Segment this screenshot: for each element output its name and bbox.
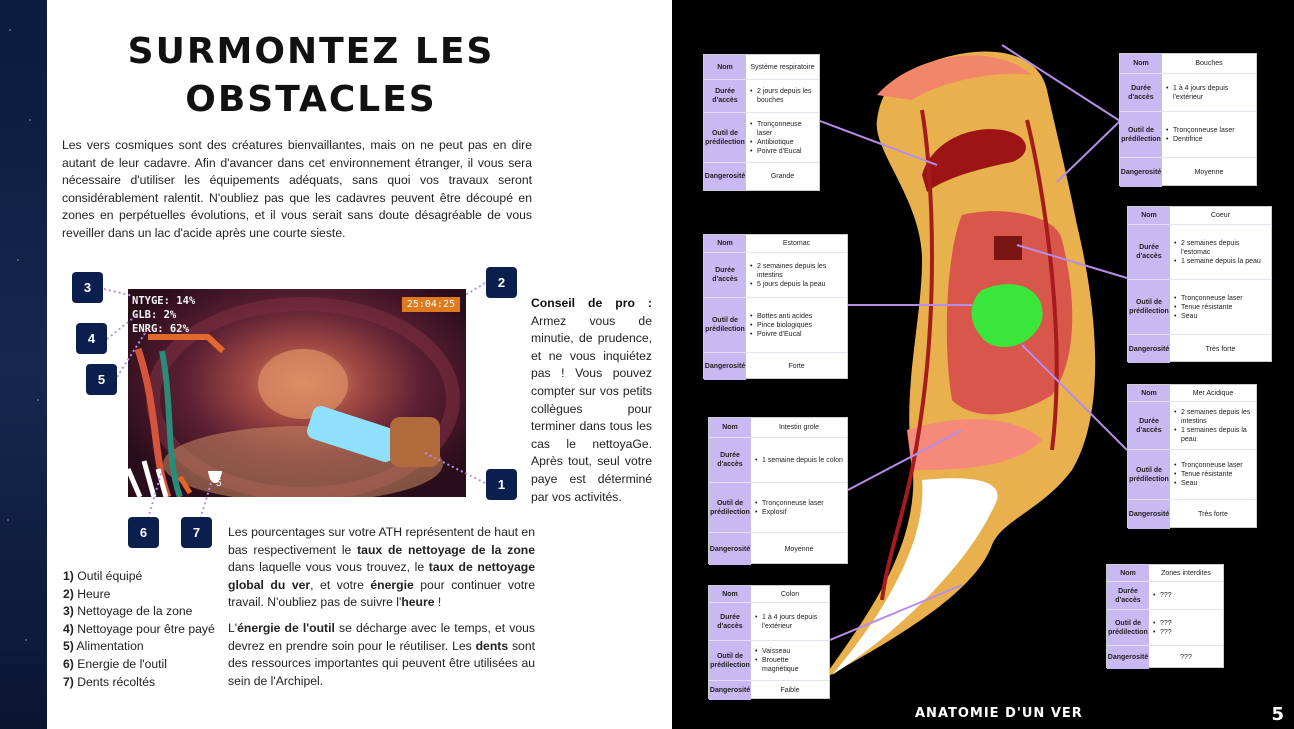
intro-paragraph: Les vers cosmiques sont des créatures bienvaillantes, mais on ne peut pas en dire autant de leur cadavre. Afin d'avancer dans cet environnement étranger, il vous sera nécessaire d'utiliser les équipements adéquats, sans quoi vos travaux seront considérablement ralentit. N'oubliez pas que les cadavres peuvent être découpé en zones en perpétuelles évolutions, et il vous serait sans doute désagréable de vous reveiller dans un lac d'acide après une courte sieste.	[62, 138, 532, 240]
hud-zone-cleaning: NTYGE: 14%	[132, 295, 196, 307]
callout-badge-6: 6	[128, 517, 159, 548]
callout-badge-5: 5	[86, 364, 117, 395]
zone-card-intestin-grole: Nom Intestin grole Durée d'accès • 1 semaine depuis le colon Outil de prédilection • Tronçonneuse laser • Explosif Dangerosité Moyenne	[708, 417, 848, 564]
hud-paragraph: Les pourcentages sur votre ATH représentent de haut en bas respectivement le taux de nettoyage de la zone dans laquelle vous vous trouvez, le taux de nettoyage global du ver, et votre énergie pour continuer votre travail. N'oubliez pas de suivre l'heure !	[228, 525, 535, 610]
callout-badge-3: 3	[72, 272, 103, 303]
legend-item: 2) Heure	[63, 586, 111, 601]
page-number: 5	[1271, 704, 1284, 725]
callout-badge-4: 4	[76, 323, 107, 354]
legend-item: 4) Nettoyage pour être payé	[63, 621, 215, 636]
zone-card-systeme-respiratoire: Nom Système respiratoire Durée d'accès • 2 jours depuis les bouches Outil de prédilection • Tronçonneuse laser • Antibiotique • Poivre d'Eucal Dangerosité Grande	[703, 54, 820, 191]
pro-tip-label: Conseil de pro :	[531, 296, 652, 310]
zone-card-zones-interdites: Nom Zones interdites Durée d'accès • ??? Outil de prédilection • ??? • ??? Dangerosité ???	[1106, 564, 1224, 668]
zone-card-colon: Nom Colon Durée d'accès • 1 à 4 jours depuis l'extérieur Outil de prédilection • Vaisseau • Brouette magnétique Dangerosité Faible	[708, 585, 830, 699]
game-screenshot	[128, 289, 466, 497]
tool-energy-paragraph: L'énergie de l'outil se décharge avec le temps, et vous devrez en prendre soin pour le réutiliser. Les dents sont des ressources importantes qui peuvent être utilisées au sein de l'Archipel.	[228, 620, 535, 688]
legend-item: 3) Nettoyage de la zone	[63, 604, 193, 619]
legend-item: 6) Energie de l'outil	[63, 656, 167, 671]
pro-tip-text: Armez vous de minutie, de prudence, et ne vous inquiétez pas ! Vous pouvez compter sur vos petits collègues pour terminer dans tous les cas le nettoyaGe. Après tout, seul votre paye est déterminé par vos activités.	[531, 313, 652, 504]
hud-teeth-count: 5	[216, 478, 222, 489]
hud-global-cleaning: GLB: 2%	[132, 309, 177, 321]
zone-card-bouches: Nom Bouches Durée d'accès • 1 à 4 jours depuis l'extérieur Outil de prédilection • Tronçonneuse laser • Dentifrice Dangerosité Moyenne	[1119, 53, 1257, 186]
callout-legend	[63, 568, 215, 691]
callout-badge-2: 2	[486, 267, 517, 298]
starfield-strip	[0, 0, 47, 729]
callout-badge-7: 7	[181, 517, 212, 548]
legend-item: 7) Dents récoltés	[63, 674, 156, 689]
hud-energy: ENRG: 62%	[132, 323, 189, 335]
zone-card-mer-acidique: Nom Mer Acidique Durée d'accès • 2 semaines depuis les intestins • 1 semaines depuis la peau Outil de prédilection • Tronçonneuse laser • Tenue résistante • Seau Dangerosité Très forte	[1127, 384, 1257, 528]
heart-core	[994, 236, 1022, 260]
legend-item: 1) Outil équipé	[63, 569, 143, 583]
hud-percentages	[132, 294, 195, 336]
hud-explanation	[228, 524, 535, 690]
pro-tip	[531, 295, 652, 506]
section-footer-title: ANATOMIE D'UN VER	[915, 706, 1083, 721]
zone-card-coeur: Nom Coeur Durée d'accès • 2 semaines depuis l'estomac • 1 semaine depuis la peau Outil de prédilection • Tronçonneuse laser • Tenue résistante • Seau Dangerosité Très forte	[1127, 206, 1272, 362]
page-title: SURMONTEZ LES OBSTACLES	[127, 31, 495, 120]
legend-item: 5) Alimentation	[63, 639, 144, 654]
zone-card-estomac: Nom Estomac Durée d'accès • 2 semaines depuis les intestins • 5 jours depuis la peau Outil de prédilection • Bottes anti acides • Pince biologiques • Poivre d'Eucal Dangerosité Forte	[703, 234, 848, 379]
left-page	[47, 0, 672, 729]
hud-clock: 25:04:25	[402, 297, 460, 312]
callout-badge-1: 1	[486, 469, 517, 500]
right-page	[672, 0, 1294, 729]
